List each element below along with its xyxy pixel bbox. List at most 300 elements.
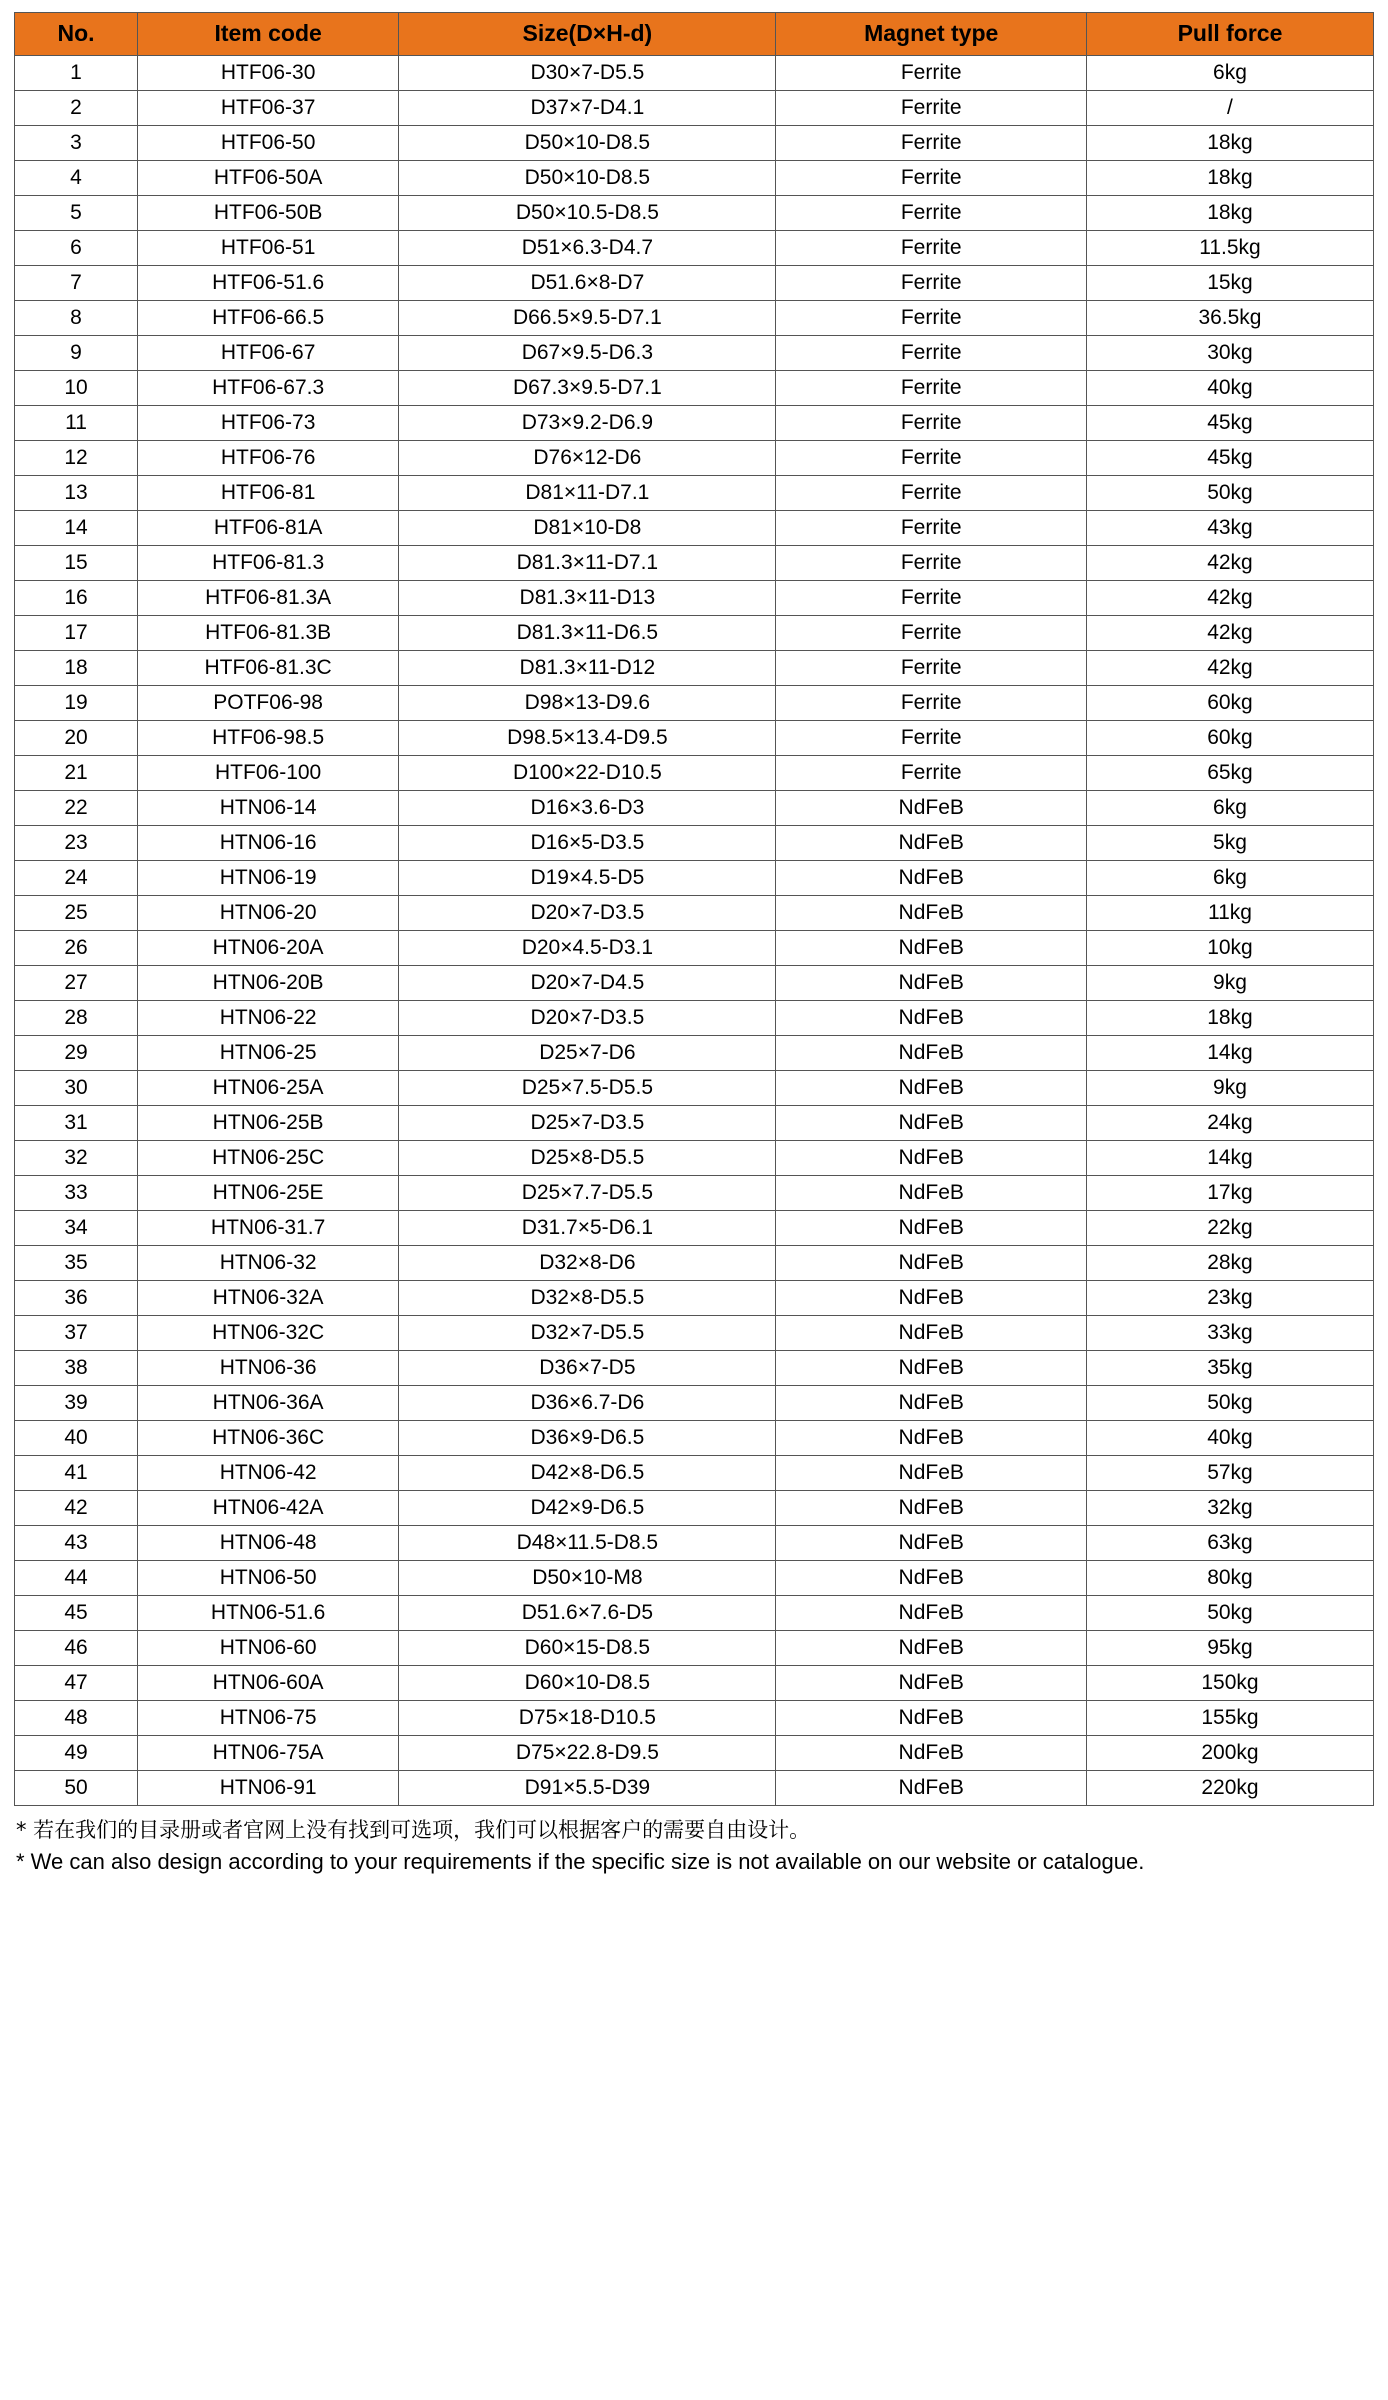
cell-item-code: HTF06-50 xyxy=(138,126,399,161)
cell-size: D81×10-D8 xyxy=(399,511,776,546)
column-header-item-code: Item code xyxy=(138,13,399,56)
cell-size: D30×7-D5.5 xyxy=(399,56,776,91)
cell-magnet-type: Ferrite xyxy=(776,476,1086,511)
cell-magnet-type: NdFeB xyxy=(776,861,1086,896)
table-row xyxy=(15,581,1374,616)
cell-magnet-type: NdFeB xyxy=(776,1771,1086,1806)
cell-item-code: HTN06-42 xyxy=(138,1456,399,1491)
cell-no: 42 xyxy=(15,1491,138,1526)
cell-no: 44 xyxy=(15,1561,138,1596)
column-header-no: No. xyxy=(15,13,138,56)
table-row xyxy=(15,1736,1374,1771)
cell-magnet-type: NdFeB xyxy=(776,1666,1086,1701)
cell-no: 10 xyxy=(15,371,138,406)
cell-size: D81×11-D7.1 xyxy=(399,476,776,511)
cell-magnet-type: NdFeB xyxy=(776,1001,1086,1036)
cell-pull-force: 11.5kg xyxy=(1086,231,1373,266)
table-row xyxy=(15,126,1374,161)
cell-size: D36×7-D5 xyxy=(399,1351,776,1386)
cell-size: D67×9.5-D6.3 xyxy=(399,336,776,371)
table-row xyxy=(15,1106,1374,1141)
cell-no: 32 xyxy=(15,1141,138,1176)
cell-size: D25×8-D5.5 xyxy=(399,1141,776,1176)
cell-pull-force: 15kg xyxy=(1086,266,1373,301)
cell-item-code: HTN06-14 xyxy=(138,791,399,826)
cell-magnet-type: NdFeB xyxy=(776,1561,1086,1596)
cell-pull-force: 60kg xyxy=(1086,686,1373,721)
cell-item-code: HTN06-51.6 xyxy=(138,1596,399,1631)
cell-pull-force: / xyxy=(1086,91,1373,126)
table-header xyxy=(15,13,1374,56)
cell-size: D81.3×11-D7.1 xyxy=(399,546,776,581)
table-row xyxy=(15,196,1374,231)
cell-pull-force: 14kg xyxy=(1086,1141,1373,1176)
cell-no: 24 xyxy=(15,861,138,896)
cell-no: 22 xyxy=(15,791,138,826)
table-row xyxy=(15,511,1374,546)
cell-pull-force: 18kg xyxy=(1086,161,1373,196)
cell-item-code: HTF06-51 xyxy=(138,231,399,266)
cell-no: 25 xyxy=(15,896,138,931)
cell-pull-force: 11kg xyxy=(1086,896,1373,931)
table-row xyxy=(15,651,1374,686)
cell-no: 3 xyxy=(15,126,138,161)
cell-size: D42×8-D6.5 xyxy=(399,1456,776,1491)
table-row xyxy=(15,1281,1374,1316)
cell-size: D76×12-D6 xyxy=(399,441,776,476)
cell-item-code: HTF06-98.5 xyxy=(138,721,399,756)
cell-pull-force: 220kg xyxy=(1086,1771,1373,1806)
cell-magnet-type: Ferrite xyxy=(776,126,1086,161)
cell-magnet-type: NdFeB xyxy=(776,966,1086,1001)
table-row xyxy=(15,756,1374,791)
cell-item-code: HTF06-73 xyxy=(138,406,399,441)
cell-pull-force: 18kg xyxy=(1086,1001,1373,1036)
table-row xyxy=(15,1596,1374,1631)
cell-magnet-type: NdFeB xyxy=(776,1386,1086,1421)
cell-magnet-type: NdFeB xyxy=(776,791,1086,826)
cell-magnet-type: Ferrite xyxy=(776,546,1086,581)
cell-no: 31 xyxy=(15,1106,138,1141)
cell-size: D98.5×13.4-D9.5 xyxy=(399,721,776,756)
cell-item-code: HTN06-25C xyxy=(138,1141,399,1176)
cell-size: D20×7-D3.5 xyxy=(399,896,776,931)
table-row xyxy=(15,161,1374,196)
cell-no: 43 xyxy=(15,1526,138,1561)
table-row xyxy=(15,231,1374,266)
cell-size: D25×7-D6 xyxy=(399,1036,776,1071)
table-body xyxy=(15,56,1374,1806)
cell-no: 18 xyxy=(15,651,138,686)
cell-magnet-type: Ferrite xyxy=(776,616,1086,651)
cell-magnet-type: NdFeB xyxy=(776,826,1086,861)
cell-size: D25×7.5-D5.5 xyxy=(399,1071,776,1106)
cell-pull-force: 43kg xyxy=(1086,511,1373,546)
cell-pull-force: 14kg xyxy=(1086,1036,1373,1071)
cell-no: 19 xyxy=(15,686,138,721)
table-row xyxy=(15,896,1374,931)
cell-no: 28 xyxy=(15,1001,138,1036)
footnotes xyxy=(14,1816,1374,1877)
cell-no: 2 xyxy=(15,91,138,126)
cell-pull-force: 33kg xyxy=(1086,1316,1373,1351)
cell-size: D32×8-D6 xyxy=(399,1246,776,1281)
cell-item-code: HTN06-60 xyxy=(138,1631,399,1666)
cell-no: 37 xyxy=(15,1316,138,1351)
cell-item-code: HTN06-36A xyxy=(138,1386,399,1421)
cell-pull-force: 28kg xyxy=(1086,1246,1373,1281)
cell-magnet-type: Ferrite xyxy=(776,231,1086,266)
cell-size: D60×15-D8.5 xyxy=(399,1631,776,1666)
table-row xyxy=(15,1246,1374,1281)
cell-no: 6 xyxy=(15,231,138,266)
cell-size: D75×18-D10.5 xyxy=(399,1701,776,1736)
cell-item-code: HTF06-67 xyxy=(138,336,399,371)
table-row xyxy=(15,1316,1374,1351)
cell-magnet-type: Ferrite xyxy=(776,756,1086,791)
cell-magnet-type: NdFeB xyxy=(776,1106,1086,1141)
cell-size: D25×7-D3.5 xyxy=(399,1106,776,1141)
table-row xyxy=(15,56,1374,91)
footnote-english: * We can also design according to your requirements if the specific size is not available on our website or catalogue. xyxy=(16,1849,1145,1875)
cell-pull-force: 63kg xyxy=(1086,1526,1373,1561)
cell-magnet-type: Ferrite xyxy=(776,371,1086,406)
table-row xyxy=(15,931,1374,966)
cell-magnet-type: Ferrite xyxy=(776,196,1086,231)
cell-item-code: HTN06-75A xyxy=(138,1736,399,1771)
table-row xyxy=(15,1631,1374,1666)
cell-pull-force: 6kg xyxy=(1086,861,1373,896)
table-row xyxy=(15,1001,1374,1036)
cell-no: 50 xyxy=(15,1771,138,1806)
cell-size: D91×5.5-D39 xyxy=(399,1771,776,1806)
cell-item-code: HTN06-75 xyxy=(138,1701,399,1736)
cell-item-code: HTF06-81.3B xyxy=(138,616,399,651)
cell-item-code: HTN06-20B xyxy=(138,966,399,1001)
cell-magnet-type: Ferrite xyxy=(776,91,1086,126)
cell-no: 38 xyxy=(15,1351,138,1386)
table-header-row xyxy=(15,13,1374,56)
cell-no: 14 xyxy=(15,511,138,546)
cell-no: 45 xyxy=(15,1596,138,1631)
cell-pull-force: 18kg xyxy=(1086,196,1373,231)
cell-no: 46 xyxy=(15,1631,138,1666)
cell-pull-force: 9kg xyxy=(1086,1071,1373,1106)
cell-magnet-type: Ferrite xyxy=(776,406,1086,441)
cell-no: 49 xyxy=(15,1736,138,1771)
cell-no: 48 xyxy=(15,1701,138,1736)
cell-magnet-type: Ferrite xyxy=(776,161,1086,196)
cell-pull-force: 42kg xyxy=(1086,651,1373,686)
cell-size: D32×7-D5.5 xyxy=(399,1316,776,1351)
cell-item-code: POTF06-98 xyxy=(138,686,399,721)
cell-item-code: HTF06-66.5 xyxy=(138,301,399,336)
cell-no: 47 xyxy=(15,1666,138,1701)
cell-pull-force: 200kg xyxy=(1086,1736,1373,1771)
cell-size: D48×11.5-D8.5 xyxy=(399,1526,776,1561)
cell-magnet-type: NdFeB xyxy=(776,1176,1086,1211)
cell-no: 41 xyxy=(15,1456,138,1491)
cell-pull-force: 6kg xyxy=(1086,791,1373,826)
cell-pull-force: 42kg xyxy=(1086,546,1373,581)
cell-item-code: HTF06-81.3C xyxy=(138,651,399,686)
cell-magnet-type: Ferrite xyxy=(776,686,1086,721)
table-row xyxy=(15,826,1374,861)
cell-pull-force: 42kg xyxy=(1086,581,1373,616)
cell-magnet-type: NdFeB xyxy=(776,931,1086,966)
cell-item-code: HTN06-36C xyxy=(138,1421,399,1456)
cell-pull-force: 24kg xyxy=(1086,1106,1373,1141)
cell-pull-force: 23kg xyxy=(1086,1281,1373,1316)
cell-no: 16 xyxy=(15,581,138,616)
cell-item-code: HTN06-25E xyxy=(138,1176,399,1211)
cell-item-code: HTN06-60A xyxy=(138,1666,399,1701)
cell-magnet-type: NdFeB xyxy=(776,1141,1086,1176)
table-row xyxy=(15,406,1374,441)
cell-pull-force: 60kg xyxy=(1086,721,1373,756)
cell-pull-force: 32kg xyxy=(1086,1491,1373,1526)
table-row xyxy=(15,301,1374,336)
cell-magnet-type: NdFeB xyxy=(776,1036,1086,1071)
cell-item-code: HTN06-25 xyxy=(138,1036,399,1071)
cell-magnet-type: Ferrite xyxy=(776,56,1086,91)
cell-magnet-type: NdFeB xyxy=(776,896,1086,931)
table-row xyxy=(15,1421,1374,1456)
table-row xyxy=(15,721,1374,756)
cell-item-code: HTF06-50B xyxy=(138,196,399,231)
table-row xyxy=(15,1386,1374,1421)
cell-pull-force: 45kg xyxy=(1086,441,1373,476)
cell-pull-force: 45kg xyxy=(1086,406,1373,441)
cell-magnet-type: NdFeB xyxy=(776,1071,1086,1106)
table-row xyxy=(15,1036,1374,1071)
cell-magnet-type: Ferrite xyxy=(776,301,1086,336)
cell-pull-force: 150kg xyxy=(1086,1666,1373,1701)
cell-item-code: HTN06-20 xyxy=(138,896,399,931)
cell-size: D20×7-D4.5 xyxy=(399,966,776,1001)
cell-no: 35 xyxy=(15,1246,138,1281)
cell-magnet-type: NdFeB xyxy=(776,1281,1086,1316)
cell-pull-force: 42kg xyxy=(1086,616,1373,651)
cell-magnet-type: Ferrite xyxy=(776,266,1086,301)
cell-size: D36×6.7-D6 xyxy=(399,1386,776,1421)
cell-item-code: HTF06-51.6 xyxy=(138,266,399,301)
cell-item-code: HTF06-50A xyxy=(138,161,399,196)
cell-size: D60×10-D8.5 xyxy=(399,1666,776,1701)
table-row xyxy=(15,966,1374,1001)
cell-pull-force: 9kg xyxy=(1086,966,1373,1001)
cell-no: 29 xyxy=(15,1036,138,1071)
table-row xyxy=(15,91,1374,126)
cell-item-code: HTN06-25A xyxy=(138,1071,399,1106)
cell-item-code: HTN06-25B xyxy=(138,1106,399,1141)
cell-size: D81.3×11-D12 xyxy=(399,651,776,686)
cell-item-code: HTF06-81A xyxy=(138,511,399,546)
cell-pull-force: 10kg xyxy=(1086,931,1373,966)
cell-pull-force: 50kg xyxy=(1086,1386,1373,1421)
cell-item-code: HTF06-81 xyxy=(138,476,399,511)
cell-magnet-type: Ferrite xyxy=(776,511,1086,546)
cell-item-code: HTN06-32C xyxy=(138,1316,399,1351)
table-row xyxy=(15,1071,1374,1106)
cell-pull-force: 50kg xyxy=(1086,1596,1373,1631)
cell-item-code: HTF06-76 xyxy=(138,441,399,476)
cell-pull-force: 155kg xyxy=(1086,1701,1373,1736)
cell-pull-force: 80kg xyxy=(1086,1561,1373,1596)
cell-no: 30 xyxy=(15,1071,138,1106)
cell-no: 9 xyxy=(15,336,138,371)
table-row xyxy=(15,441,1374,476)
cell-magnet-type: NdFeB xyxy=(776,1246,1086,1281)
cell-size: D51.6×7.6-D5 xyxy=(399,1596,776,1631)
table-row xyxy=(15,1666,1374,1701)
table-row xyxy=(15,1176,1374,1211)
table-row xyxy=(15,1211,1374,1246)
cell-no: 17 xyxy=(15,616,138,651)
cell-size: D50×10-D8.5 xyxy=(399,126,776,161)
cell-no: 13 xyxy=(15,476,138,511)
cell-size: D36×9-D6.5 xyxy=(399,1421,776,1456)
column-header-pull-force: Pull force xyxy=(1086,13,1373,56)
cell-size: D66.5×9.5-D7.1 xyxy=(399,301,776,336)
cell-pull-force: 40kg xyxy=(1086,1421,1373,1456)
cell-item-code: HTN06-48 xyxy=(138,1526,399,1561)
cell-magnet-type: Ferrite xyxy=(776,651,1086,686)
cell-item-code: HTN06-31.7 xyxy=(138,1211,399,1246)
cell-pull-force: 50kg xyxy=(1086,476,1373,511)
cell-magnet-type: Ferrite xyxy=(776,441,1086,476)
cell-no: 20 xyxy=(15,721,138,756)
cell-magnet-type: NdFeB xyxy=(776,1211,1086,1246)
cell-no: 33 xyxy=(15,1176,138,1211)
cell-item-code: HTN06-19 xyxy=(138,861,399,896)
table-row xyxy=(15,616,1374,651)
cell-item-code: HTN06-20A xyxy=(138,931,399,966)
cell-size: D51×6.3-D4.7 xyxy=(399,231,776,266)
cell-magnet-type: NdFeB xyxy=(776,1491,1086,1526)
cell-magnet-type: Ferrite xyxy=(776,721,1086,756)
table-row xyxy=(15,1526,1374,1561)
cell-item-code: HTN06-32A xyxy=(138,1281,399,1316)
cell-pull-force: 40kg xyxy=(1086,371,1373,406)
cell-size: D16×5-D3.5 xyxy=(399,826,776,861)
cell-no: 5 xyxy=(15,196,138,231)
cell-item-code: HTF06-67.3 xyxy=(138,371,399,406)
table-row xyxy=(15,546,1374,581)
cell-no: 40 xyxy=(15,1421,138,1456)
cell-pull-force: 95kg xyxy=(1086,1631,1373,1666)
cell-magnet-type: NdFeB xyxy=(776,1736,1086,1771)
cell-pull-force: 57kg xyxy=(1086,1456,1373,1491)
cell-size: D50×10-M8 xyxy=(399,1561,776,1596)
cell-item-code: HTF06-100 xyxy=(138,756,399,791)
cell-size: D37×7-D4.1 xyxy=(399,91,776,126)
cell-size: D42×9-D6.5 xyxy=(399,1491,776,1526)
cell-size: D16×3.6-D3 xyxy=(399,791,776,826)
table-row xyxy=(15,1491,1374,1526)
cell-no: 12 xyxy=(15,441,138,476)
table-row xyxy=(15,266,1374,301)
cell-pull-force: 5kg xyxy=(1086,826,1373,861)
cell-pull-force: 65kg xyxy=(1086,756,1373,791)
cell-no: 11 xyxy=(15,406,138,441)
cell-magnet-type: NdFeB xyxy=(776,1351,1086,1386)
cell-size: D19×4.5-D5 xyxy=(399,861,776,896)
cell-no: 15 xyxy=(15,546,138,581)
cell-size: D67.3×9.5-D7.1 xyxy=(399,371,776,406)
cell-size: D75×22.8-D9.5 xyxy=(399,1736,776,1771)
table-row xyxy=(15,1701,1374,1736)
table-row xyxy=(15,371,1374,406)
cell-no: 34 xyxy=(15,1211,138,1246)
cell-no: 7 xyxy=(15,266,138,301)
cell-size: D98×13-D9.6 xyxy=(399,686,776,721)
cell-size: D73×9.2-D6.9 xyxy=(399,406,776,441)
cell-pull-force: 6kg xyxy=(1086,56,1373,91)
cell-magnet-type: NdFeB xyxy=(776,1316,1086,1351)
cell-no: 27 xyxy=(15,966,138,1001)
cell-item-code: HTN06-50 xyxy=(138,1561,399,1596)
cell-item-code: HTF06-81.3 xyxy=(138,546,399,581)
cell-pull-force: 35kg xyxy=(1086,1351,1373,1386)
cell-size: D81.3×11-D13 xyxy=(399,581,776,616)
table-row xyxy=(15,791,1374,826)
cell-size: D50×10.5-D8.5 xyxy=(399,196,776,231)
cell-size: D100×22-D10.5 xyxy=(399,756,776,791)
cell-magnet-type: NdFeB xyxy=(776,1526,1086,1561)
cell-no: 39 xyxy=(15,1386,138,1421)
column-header-magnet-type: Magnet type xyxy=(776,13,1086,56)
magnet-spec-table xyxy=(14,12,1374,1806)
cell-item-code: HTF06-81.3A xyxy=(138,581,399,616)
cell-magnet-type: NdFeB xyxy=(776,1596,1086,1631)
cell-size: D31.7×5-D6.1 xyxy=(399,1211,776,1246)
cell-no: 4 xyxy=(15,161,138,196)
cell-item-code: HTF06-37 xyxy=(138,91,399,126)
cell-no: 1 xyxy=(15,56,138,91)
cell-size: D32×8-D5.5 xyxy=(399,1281,776,1316)
table-row xyxy=(15,1141,1374,1176)
cell-item-code: HTN06-36 xyxy=(138,1351,399,1386)
table-row xyxy=(15,861,1374,896)
cell-magnet-type: NdFeB xyxy=(776,1631,1086,1666)
cell-magnet-type: Ferrite xyxy=(776,581,1086,616)
cell-item-code: HTF06-30 xyxy=(138,56,399,91)
table-row xyxy=(15,1351,1374,1386)
cell-item-code: HTN06-22 xyxy=(138,1001,399,1036)
cell-no: 36 xyxy=(15,1281,138,1316)
cell-pull-force: 17kg xyxy=(1086,1176,1373,1211)
footnote-chinese: * 若在我们的目录册或者官网上没有找到可选项，我们可以根据客户的需要自由设计。 xyxy=(16,1818,811,1842)
table-row xyxy=(15,1771,1374,1806)
cell-no: 23 xyxy=(15,826,138,861)
cell-magnet-type: NdFeB xyxy=(776,1421,1086,1456)
cell-item-code: HTN06-16 xyxy=(138,826,399,861)
column-header-size: Size(D×H-d) xyxy=(399,13,776,56)
cell-size: D20×4.5-D3.1 xyxy=(399,931,776,966)
cell-no: 21 xyxy=(15,756,138,791)
table-row xyxy=(15,1456,1374,1491)
cell-item-code: HTN06-32 xyxy=(138,1246,399,1281)
cell-size: D20×7-D3.5 xyxy=(399,1001,776,1036)
table-row xyxy=(15,686,1374,721)
cell-magnet-type: Ferrite xyxy=(776,336,1086,371)
cell-pull-force: 36.5kg xyxy=(1086,301,1373,336)
cell-magnet-type: NdFeB xyxy=(776,1456,1086,1491)
cell-size: D51.6×8-D7 xyxy=(399,266,776,301)
cell-item-code: HTN06-42A xyxy=(138,1491,399,1526)
cell-size: D50×10-D8.5 xyxy=(399,161,776,196)
